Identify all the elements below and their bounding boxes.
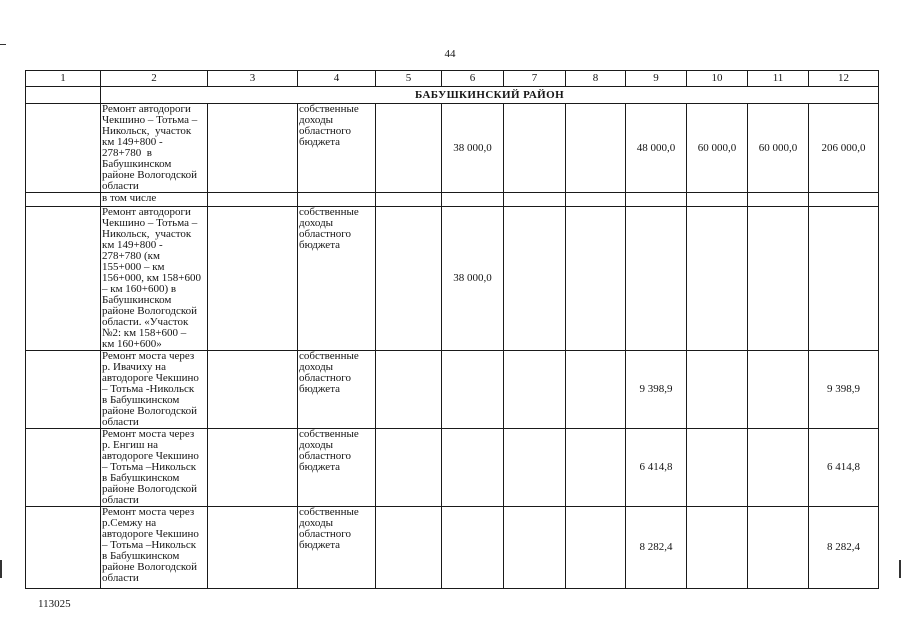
amount-cell-col-9: 8 282,4 <box>626 507 687 589</box>
empty-cell <box>26 507 101 589</box>
empty-cell <box>687 429 748 507</box>
empty-cell <box>504 207 566 351</box>
column-number: 10 <box>687 71 748 87</box>
empty-cell <box>504 429 566 507</box>
empty-cell <box>748 351 809 429</box>
amount-cell-col-9: 48 000,0 <box>626 104 687 193</box>
amount-cell-col-9: 9 398,9 <box>626 351 687 429</box>
table-row <box>26 507 879 589</box>
empty-cell <box>626 193 687 207</box>
object-name-cell: Ремонт автодороги Чекшино – Тотьма – Никольск, участок км 149+800 - 278+780 в Бабушкинском районе Вологодской области <box>101 104 208 193</box>
empty-cell <box>748 193 809 207</box>
amount-cell-col-9: 6 414,8 <box>626 429 687 507</box>
empty-cell <box>566 507 626 589</box>
column-number-row <box>26 71 879 87</box>
column-number: 5 <box>376 71 442 87</box>
empty-cell <box>504 351 566 429</box>
amount-cell-col-12: 6 414,8 <box>809 429 879 507</box>
amount-cell-col-12: 8 282,4 <box>809 507 879 589</box>
funding-source-cell: собственные доходы областного бюджета <box>298 507 376 589</box>
empty-cell <box>442 429 504 507</box>
empty-cell <box>748 207 809 351</box>
scan-artifact <box>0 44 6 45</box>
empty-cell <box>566 193 626 207</box>
empty-cell <box>376 351 442 429</box>
empty-cell <box>748 429 809 507</box>
empty-cell <box>26 104 101 193</box>
amount-cell-col-12: 9 398,9 <box>809 351 879 429</box>
empty-cell <box>566 104 626 193</box>
empty-cell <box>504 104 566 193</box>
empty-cell <box>566 429 626 507</box>
empty-cell <box>626 207 687 351</box>
funding-source-cell: собственные доходы областного бюджета <box>298 104 376 193</box>
empty-cell <box>687 507 748 589</box>
object-name-cell: Ремонт автодороги Чекшино – Тотьма – Никольск, участок км 149+800 - 278+780 (км 155+000 – км 156+000, км 158+600 – км 160+600) в Бабушкинском районе Вологодской области. «Участок №2: км 158+600 – км 160+600» <box>101 207 208 351</box>
empty-cell <box>208 207 298 351</box>
column-number: 12 <box>809 71 879 87</box>
table-row <box>26 429 879 507</box>
funding-source-cell: собственные доходы областного бюджета <box>298 429 376 507</box>
amount-cell-col-10: 60 000,0 <box>687 104 748 193</box>
column-number: 7 <box>504 71 566 87</box>
page-number: 44 <box>444 48 456 60</box>
table-row <box>26 104 879 193</box>
amount-cell-col-6: 38 000,0 <box>442 207 504 351</box>
empty-cell <box>26 87 101 104</box>
empty-cell <box>26 193 101 207</box>
budget-table <box>25 70 879 589</box>
subtotal-label-cell: в том числе <box>101 193 208 207</box>
empty-cell <box>376 193 442 207</box>
object-name-cell: Ремонт моста через р.Семжу на автодороге Чекшино – Тотьма –Никольск в Бабушкинском районе Вологодской области <box>101 507 208 589</box>
empty-cell <box>687 351 748 429</box>
table-row <box>26 351 879 429</box>
column-number: 8 <box>566 71 626 87</box>
empty-cell <box>26 207 101 351</box>
empty-cell <box>376 507 442 589</box>
empty-cell <box>442 193 504 207</box>
empty-cell <box>566 351 626 429</box>
document-code: 113025 <box>38 598 71 610</box>
column-number: 4 <box>298 71 376 87</box>
amount-cell-col-6: 38 000,0 <box>442 104 504 193</box>
scan-artifact <box>899 560 901 578</box>
district-heading: БАБУШКИНСКИЙ РАЙОН <box>101 87 879 104</box>
empty-cell <box>376 104 442 193</box>
empty-cell <box>208 351 298 429</box>
district-row <box>26 87 879 104</box>
empty-cell <box>376 207 442 351</box>
column-number: 1 <box>26 71 101 87</box>
empty-cell <box>748 507 809 589</box>
empty-cell <box>208 193 298 207</box>
column-number: 9 <box>626 71 687 87</box>
empty-cell <box>376 429 442 507</box>
amount-cell-col-12: 206 000,0 <box>809 104 879 193</box>
empty-cell <box>566 207 626 351</box>
table-row <box>26 193 879 207</box>
empty-cell <box>504 507 566 589</box>
table-row <box>26 207 879 351</box>
column-number: 2 <box>101 71 208 87</box>
column-number: 11 <box>748 71 809 87</box>
column-number: 6 <box>442 71 504 87</box>
empty-cell <box>504 193 566 207</box>
empty-cell <box>809 207 879 351</box>
empty-cell <box>208 507 298 589</box>
empty-cell <box>208 429 298 507</box>
empty-cell <box>26 429 101 507</box>
empty-cell <box>687 193 748 207</box>
empty-cell <box>208 104 298 193</box>
empty-cell <box>298 193 376 207</box>
amount-cell-col-11: 60 000,0 <box>748 104 809 193</box>
empty-cell <box>442 507 504 589</box>
empty-cell <box>687 207 748 351</box>
empty-cell <box>442 351 504 429</box>
column-number: 3 <box>208 71 298 87</box>
empty-cell <box>809 193 879 207</box>
object-name-cell: Ремонт моста через р. Енгиш на автодороге Чекшино – Тотьма –Никольск в Бабушкинском районе Вологодской области <box>101 429 208 507</box>
object-name-cell: Ремонт моста через р. Ивачиху на автодороге Чекшино – Тотьма -Никольск в Бабушкинском районе Вологодской области <box>101 351 208 429</box>
empty-cell <box>26 351 101 429</box>
funding-source-cell: собственные доходы областного бюджета <box>298 351 376 429</box>
funding-source-cell: собственные доходы областного бюджета <box>298 207 376 351</box>
scan-artifact <box>0 560 2 578</box>
